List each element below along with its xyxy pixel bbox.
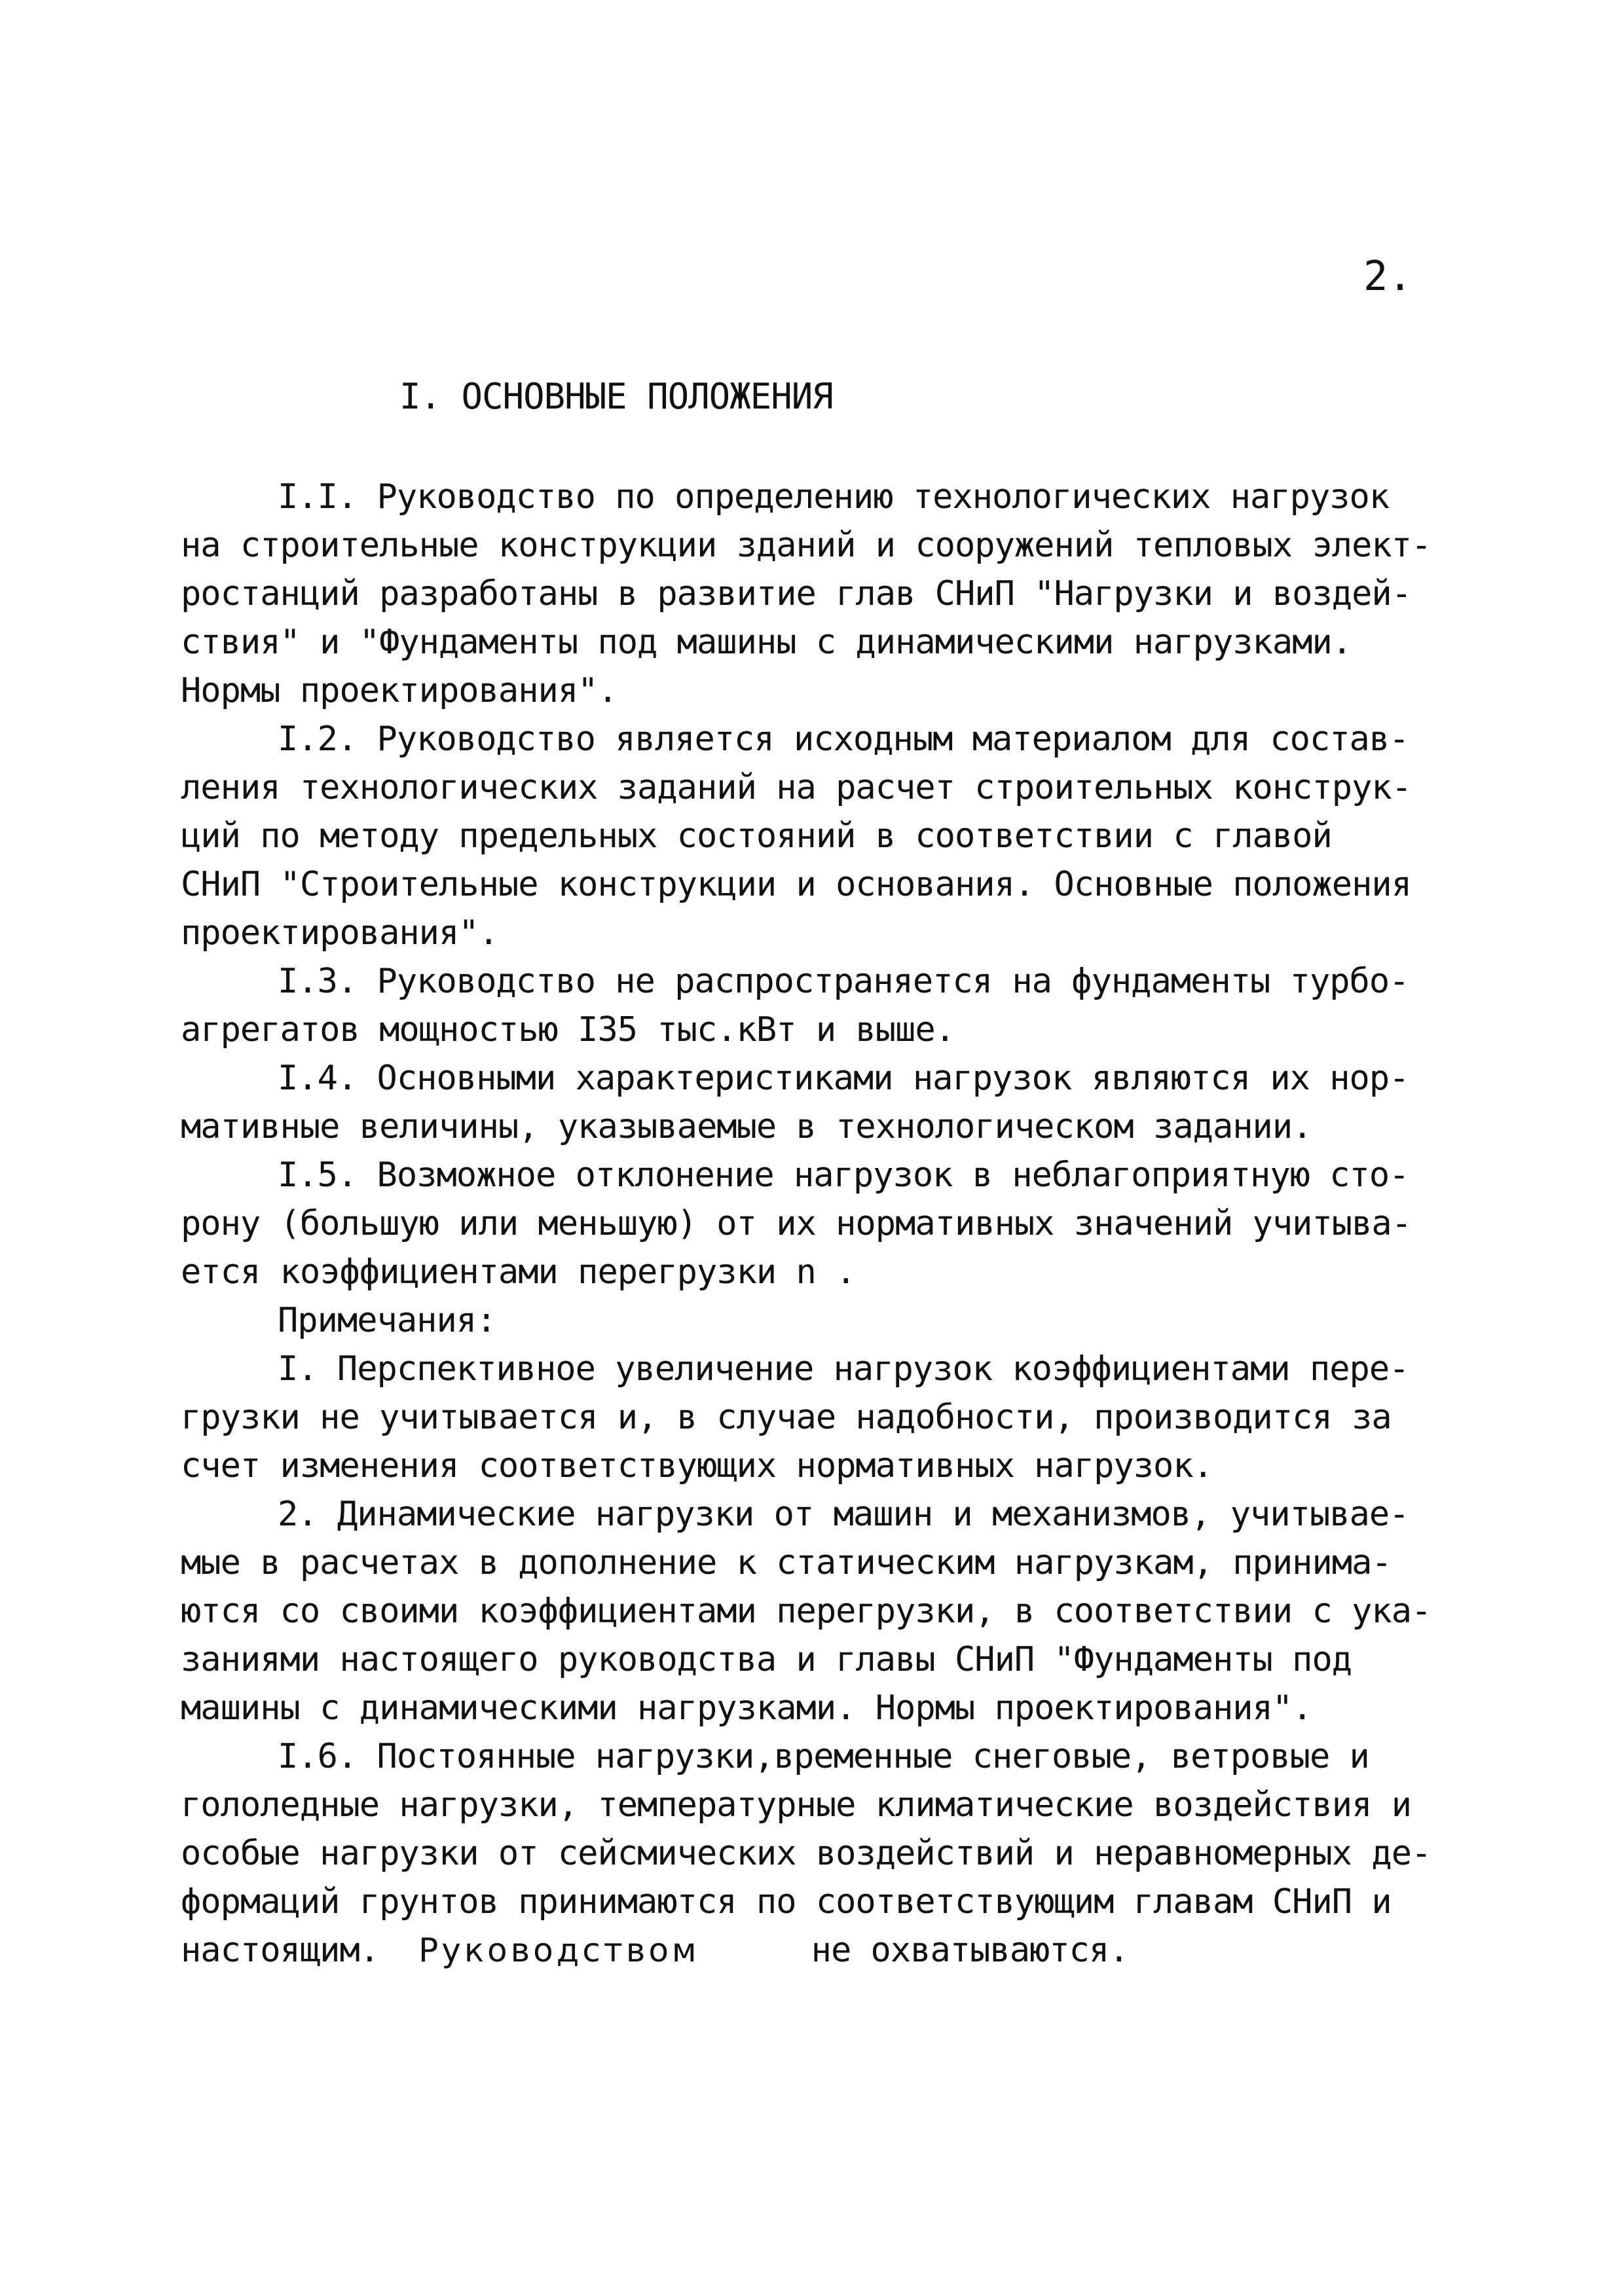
text-line: мые в расчетах в дополнение к статическим нагрузкам, принима- <box>181 1543 1392 1582</box>
last-text-line <box>181 1926 1129 1975</box>
text-line: заниями настоящего руководства и главы СНиП "Фундаменты под <box>181 1640 1352 1679</box>
text-line: рону (большую или меньшую) от их нормативных значений учитыва- <box>181 1204 1412 1243</box>
text-line: счет изменения соответствующих нормативных нагрузок. <box>181 1446 1213 1485</box>
text-line: I.2. Руководство является исходным материалом для состав- <box>278 720 1409 759</box>
text-line: I.6. Постоянные нагрузки,временные снеговые, ветровые и <box>278 1737 1369 1776</box>
text-line: ются со своими коэффициентами перегрузки, в соответствии с ука- <box>181 1592 1431 1631</box>
section-heading: I. ОСНОВНЫЕ ПОЛОЖЕНИЯ <box>399 376 833 417</box>
text-line: СНиП "Строительные конструкции и основания. Основные положения <box>181 865 1412 904</box>
page-number: 2. <box>1363 252 1412 300</box>
text-line: машины с динамическими нагрузками. Нормы проектирования". <box>181 1688 1312 1728</box>
text-line: проектирования". <box>181 913 498 953</box>
text-line: ления технологических заданий на расчет строительных конструк- <box>181 768 1412 807</box>
text-line: грузки не учитывается и, в случае надобности, производится за <box>181 1398 1392 1437</box>
text-line: формаций грунтов принимаются по соответствующим главам СНиП и <box>181 1882 1392 1922</box>
text-line: I.I. Руководство по определению технологических нагрузок <box>278 477 1390 517</box>
text-line: ростанций разработаны в развитие глав СНиП "Нагрузки и воздей- <box>181 574 1412 613</box>
last-line-end: не охватываются. <box>811 1931 1129 1970</box>
text-line: Нормы проектирования". <box>181 671 618 710</box>
text-line: I. Перспективное увеличение нагрузок коэффициентами пере- <box>278 1349 1409 1389</box>
text-line: 2. Динамические нагрузки от машин и механизмов, учитывае- <box>278 1495 1409 1534</box>
text-line: гололедные нагрузки, температурные климатические воздействия и <box>181 1785 1412 1825</box>
text-line: ций по методу предельных состояний в соответствии с главой <box>181 816 1332 856</box>
text-line: агрегатов мощностью I35 тыс.кВт и выше. <box>181 1010 955 1049</box>
text-line: I.3. Руководство не распространяется на фундаменты турбо- <box>278 962 1409 1001</box>
text-line: ствия" и "Фундаменты под машины с динамическими нагрузками. <box>181 623 1352 662</box>
text-line: на строительные конструкции зданий и сооружений тепловых элект- <box>181 526 1431 565</box>
notes-label: Примечания: <box>278 1301 496 1340</box>
text-line: I.4. Основными характеристиками нагрузок являются их нор- <box>278 1059 1409 1098</box>
text-line: ется коэффициентами перегрузки n . <box>181 1252 856 1292</box>
text-line: мативные величины, указываемые в технологическом задании. <box>181 1107 1312 1146</box>
last-line-start: настоящим. <box>181 1931 380 1970</box>
text-line: I.5. Возможное отклонение нагрузок в неблагоприятную сто- <box>278 1156 1409 1195</box>
text-line: особые нагрузки от сейсмических воздействий и неравномерных де- <box>181 1834 1431 1873</box>
handwritten-insert: Руководством <box>418 1931 700 1969</box>
